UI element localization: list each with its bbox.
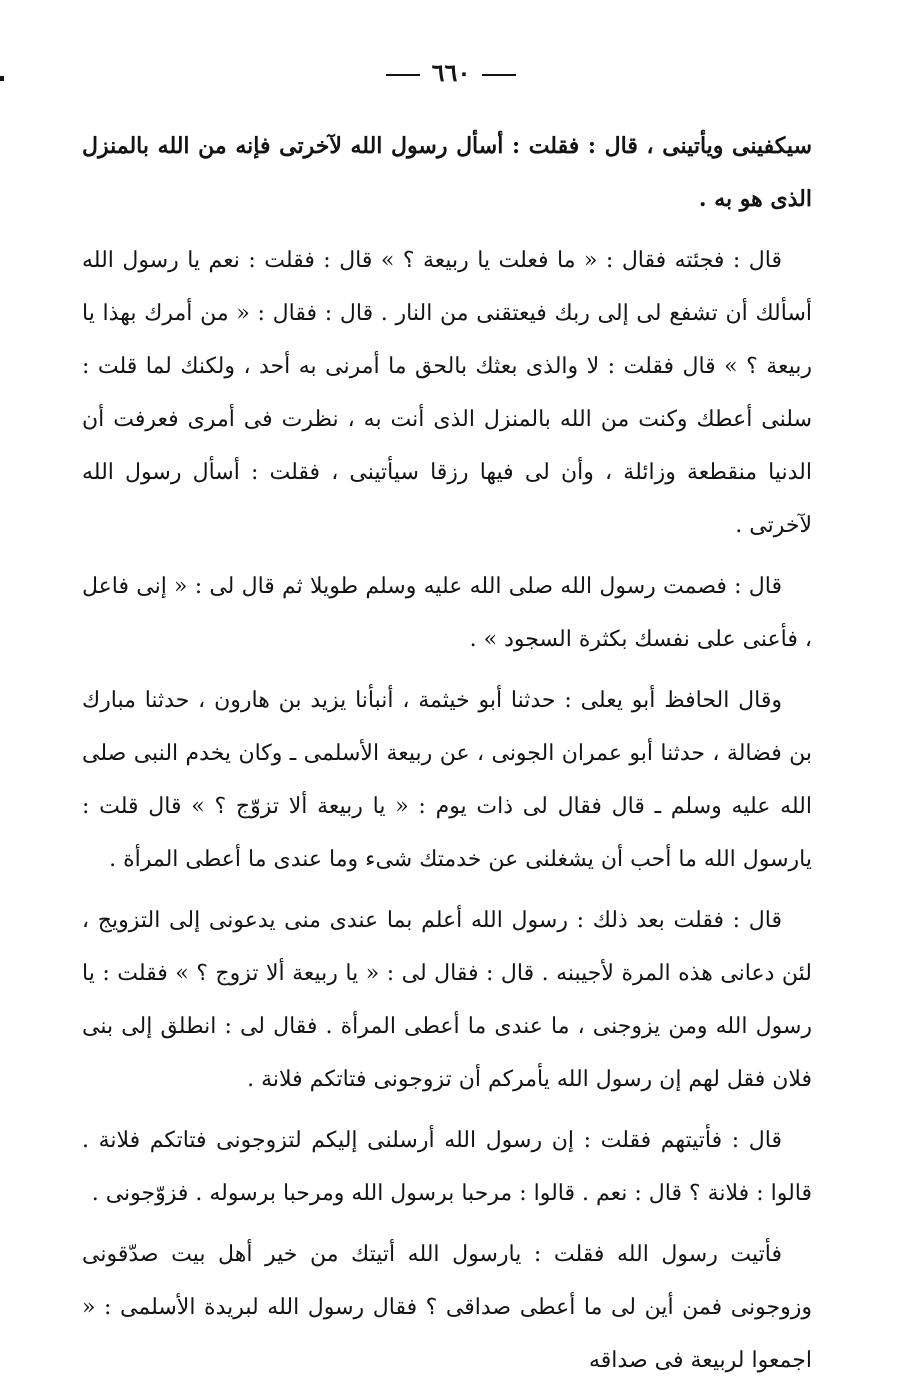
paragraph-2: قال : فجئته فقال : « ما فعلت يا ربيعة ؟ » قال : فقلت : نعم يا رسول الله أسألك أن تشفع لى إلى ربك فيعتقنى من النار . قال : فقال : « من أمرك بهذا يا ربيعة ؟ » قال فقلت : لا والذى بعثك بالحق ما أمرنى به أحد ، ولكنك لما قلت : سلنى أعطك وكنت من الله بالمنزل الذى أنت به ، نظرت فى أمرى فعرفت أن الدنيا منقطعة وزائلة ، وأن لى فيها رزقا سيأتينى ، فقلت : أسأل رسول الله لآخرتى . <box>82 248 812 538</box>
paragraph-5: قال : فقلت بعد ذلك : رسول الله أعلم بما عندى منى يدعونى إلى التزويج ، لئن دعانى هذه المرة لأجيبنه . قال : فقال لى : « يا ربيعة ألا تزوج ؟ » فقلت : يا رسول الله ومن يزوجنى ، ما عندى ما أعطى المرأة . فقال لى : انطلق إلى بنى فلان فقل لهم إن رسول الله يأمركم أن تزوجونى فتاتكم فلانة . <box>82 908 812 1092</box>
paragraph-4: وقال الحافظ أبو يعلى : حدثنا أبو خيثمة ، أنبأنا يزيد بن هارون ، حدثنا مبارك بن فضالة ، حدثنا أبو عمران الجونى ، عن ربيعة الأسلمى ـ وكان يخدم النبى صلى الله عليه وسلم ـ قال فقال لى ذات يوم : « يا ربيعة ألا تزوّج ؟ » قال قلت : يارسول الله ما أحب أن يشغلنى عن خدمتك شىء وما عندى ما أعطى المرأة . <box>82 688 812 872</box>
paragraph-6: قال : فأتيتهم فقلت : إن رسول الله أرسلنى إليكم لتزوجونى فتاتكم فلانة . قالوا : فلانة ؟ قال : نعم . قالوا : مرحبا برسول الله ومرحبا برسوله . فزوّجونى . <box>82 1128 812 1206</box>
left-dash <box>482 74 516 76</box>
paragraph-3: قال : فصمت رسول الله صلى الله عليه وسلم طويلا ثم قال لى : « إنى فاعل ، فأعنى على نفسك بكثرة السجود » . <box>82 574 812 652</box>
paragraph-1: سيكفينى ويأتينى ، قال : فقلت : أسأل رسول الله لآخرتى فإنه من الله بالمنزل الذى هو به . <box>82 133 812 212</box>
page-body-text <box>82 120 812 1395</box>
page-number: ٦٦٠ <box>431 58 471 87</box>
page-number-header <box>0 58 902 87</box>
paragraph-7: فأتيت رسول الله فقلت : يارسول الله أتيتك من خير أهل بيت صدّقونى وزوجونى فمن أين لى ما أعطى صداقى ؟ فقال رسول الله لبريدة الأسلمى : « اجمعوا لربيعة فى صداقه <box>82 1242 812 1373</box>
right-dash <box>386 74 420 76</box>
